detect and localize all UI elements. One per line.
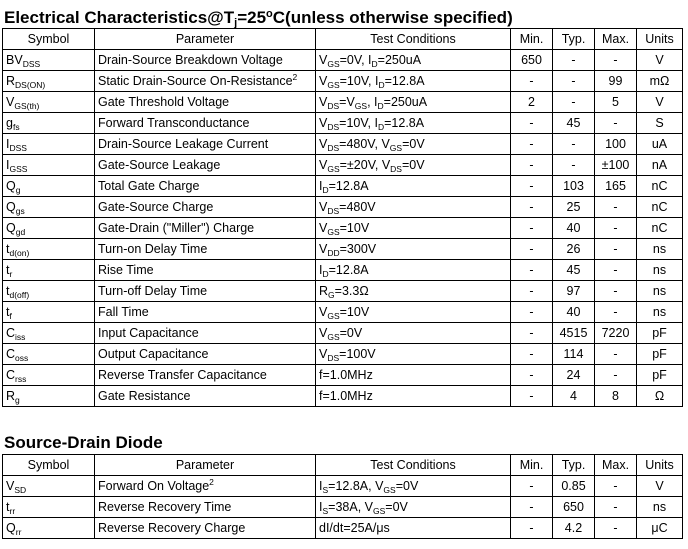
cell-units: μC [637,518,683,539]
cell-test-conditions: $V_{GS}=10V$ [316,218,511,239]
cell-test-conditions: $V_{GS}=10V$ [316,302,511,323]
cell-max: - [595,344,637,365]
cell-units: V [637,476,683,497]
cell-units: nC [637,197,683,218]
cell-min: 650 [511,50,553,71]
cell-units: nC [637,218,683,239]
cell-parameter: Input Capacitance [95,323,316,344]
electrical-table-body [3,50,683,407]
cell-min: - [511,113,553,134]
cell-typ: 97 [553,281,595,302]
cell-min: - [511,218,553,239]
cell-units: S [637,113,683,134]
cell-max: 165 [595,176,637,197]
cell-parameter: Gate Threshold Voltage [95,92,316,113]
cell-min: - [511,302,553,323]
diode-table-body [3,476,683,539]
cell-typ: 25 [553,197,595,218]
header-typ: Typ. [553,455,595,476]
header-units: Units [637,29,683,50]
cell-test-conditions: $I_S=38A$, $V_{GS}=0V$ [316,497,511,518]
cell-units: pF [637,344,683,365]
cell-min: - [511,476,553,497]
cell-parameter: Gate-Source Charge [95,197,316,218]
cell-min: - [511,71,553,92]
header-units: Units [637,455,683,476]
table-row [3,302,683,323]
cell-units: pF [637,323,683,344]
cell-units: ns [637,260,683,281]
table-row [3,386,683,407]
cell-max: 99 [595,71,637,92]
cell-symbol: $R_{DS(ON)}$ [3,71,95,92]
section-title-source-drain-diode: Source-Drain Diode [4,433,163,452]
table-row [3,113,683,134]
cell-typ: - [553,134,595,155]
section-title-electrical: Electrical $Characteristics@T_j=25^oC(unless$ otherwise specified) [4,8,513,29]
cell-units: mΩ [637,71,683,92]
cell-min: - [511,497,553,518]
cell-units: V [637,92,683,113]
cell-min: - [511,365,553,386]
cell-parameter: Total Gate Charge [95,176,316,197]
header-test-conditions: Test Conditions [316,29,511,50]
cell-symbol: $Q_{gs}$ [3,197,95,218]
cell-max: 5 [595,92,637,113]
cell-typ: 40 [553,302,595,323]
cell-test-conditions: $I_S=12.8A$, $V_{GS}=0V$ [316,476,511,497]
cell-parameter: Output Capacitance [95,344,316,365]
cell-min: - [511,197,553,218]
cell-typ: - [553,155,595,176]
cell-typ: 45 [553,113,595,134]
cell-symbol: $Q_{rr}$ [3,518,95,539]
cell-test-conditions: $V_{GS}=0V$ [316,323,511,344]
cell-symbol: $g_{fs}$ [3,113,95,134]
cell-max: - [595,497,637,518]
cell-typ: - [553,92,595,113]
cell-symbol: $R_g$ [3,386,95,407]
cell-symbol: $C_{iss}$ [3,323,95,344]
cell-typ: 4 [553,386,595,407]
header-parameter: Parameter [95,455,316,476]
cell-test-conditions: $V_{DS}=480V$ [316,197,511,218]
table-row [3,155,683,176]
cell-symbol: $BV_{DSS}$ [3,50,95,71]
header-parameter: Parameter [95,29,316,50]
cell-parameter: Reverse Recovery Time [95,497,316,518]
cell-max: - [595,281,637,302]
cell-symbol: $t_{d(off)}$ [3,281,95,302]
cell-max: - [595,50,637,71]
cell-max: 8 [595,386,637,407]
table-row [3,239,683,260]
source-drain-diode-table [2,454,683,539]
table-row [3,134,683,155]
cell-max: - [595,302,637,323]
cell-parameter: Rise Time [95,260,316,281]
table-row [3,365,683,386]
cell-typ: 0.85 [553,476,595,497]
cell-units: ns [637,497,683,518]
cell-test-conditions: $V_{DS}=100V$ [316,344,511,365]
cell-max: - [595,113,637,134]
cell-units: ns [637,239,683,260]
cell-symbol: $V_{SD}$ [3,476,95,497]
cell-units: ns [637,302,683,323]
cell-parameter: Turn-off Delay Time [95,281,316,302]
cell-symbol: $Q_g$ [3,176,95,197]
cell-test-conditions: $V_{DD}=300V$ [316,239,511,260]
cell-symbol: $C_{oss}$ [3,344,95,365]
cell-parameter: Gate-Drain ("Miller") Charge [95,218,316,239]
cell-typ: 114 [553,344,595,365]
cell-test-conditions: $V_{GS}=0V$, $I_D=250uA$ [316,50,511,71]
cell-test-conditions: $I_D=12.8A$ [316,176,511,197]
table-row [3,50,683,71]
cell-test-conditions: $V_{DS}=10V$, $I_D=12.8A$ [316,113,511,134]
cell-test-conditions: $R_G=3.3\Omega$ [316,281,511,302]
cell-units: nC [637,176,683,197]
cell-typ: 26 [553,239,595,260]
header-max: Max. [595,29,637,50]
cell-typ: 45 [553,260,595,281]
cell-parameter: Drain-Source Leakage Current [95,134,316,155]
cell-test-conditions: $V_{DS}=480V$, $V_{GS}=0V$ [316,134,511,155]
header-min: Min. [511,29,553,50]
cell-max: - [595,518,637,539]
table-row [3,281,683,302]
header-symbol: Symbol [3,29,95,50]
cell-symbol: $t_{d(on)}$ [3,239,95,260]
cell-min: - [511,134,553,155]
header-test-conditions: Test Conditions [316,455,511,476]
cell-typ: 4515 [553,323,595,344]
cell-min: - [511,281,553,302]
cell-min: - [511,239,553,260]
cell-parameter: Reverse Transfer Capacitance [95,365,316,386]
cell-max: - [595,476,637,497]
cell-max: - [595,218,637,239]
cell-test-conditions: $V_{GS}=10V$, $I_D=12.8A$ [316,71,511,92]
table-row [3,92,683,113]
table-header-row [3,455,683,476]
cell-max: - [595,197,637,218]
cell-parameter: Forward Transconductance [95,113,316,134]
cell-units: uA [637,134,683,155]
table-row [3,260,683,281]
cell-test-conditions: f=1.0MHz [316,365,511,386]
table-header-row [3,29,683,50]
cell-test-conditions: $V_{GS}=\pm 20V$, $V_{DS}=0V$ [316,155,511,176]
cell-max: - [595,365,637,386]
cell-parameter: Drain-Source Breakdown Voltage [95,50,316,71]
cell-parameter: Gate Resistance [95,386,316,407]
cell-symbol: $t_{rr}$ [3,497,95,518]
cell-min: - [511,260,553,281]
cell-typ: 40 [553,218,595,239]
cell-units: Ω [637,386,683,407]
cell-typ: 103 [553,176,595,197]
cell-units: ns [637,281,683,302]
cell-min: - [511,155,553,176]
cell-test-conditions: $V_{DS}=V_{GS}$, $I_D=250uA$ [316,92,511,113]
cell-parameter: Turn-on Delay Time [95,239,316,260]
cell-max: - [595,260,637,281]
header-symbol: Symbol [3,455,95,476]
cell-min: - [511,323,553,344]
cell-symbol: $V_{GS(th)}$ [3,92,95,113]
cell-symbol: $C_{rss}$ [3,365,95,386]
table-row [3,218,683,239]
cell-symbol: $I_{GSS}$ [3,155,95,176]
table-row [3,323,683,344]
cell-max: ±100 [595,155,637,176]
cell-typ: 4.2 [553,518,595,539]
cell-test-conditions: dI/dt=25A/μs [316,518,511,539]
table-row [3,497,683,518]
cell-symbol: $I_{DSS}$ [3,134,95,155]
cell-symbol: $Q_{gd}$ [3,218,95,239]
cell-max: 7220 [595,323,637,344]
cell-symbol: $t_r$ [3,260,95,281]
cell-units: pF [637,365,683,386]
cell-min: - [511,518,553,539]
cell-min: 2 [511,92,553,113]
cell-typ: 24 [553,365,595,386]
cell-parameter: Reverse Recovery Charge [95,518,316,539]
table-row [3,344,683,365]
table-row [3,518,683,539]
table-row [3,197,683,218]
cell-test-conditions: $I_D=12.8A$ [316,260,511,281]
cell-units: nA [637,155,683,176]
table-row [3,476,683,497]
header-min: Min. [511,455,553,476]
cell-max: - [595,239,637,260]
table-row [3,176,683,197]
cell-max: 100 [595,134,637,155]
cell-units: V [637,50,683,71]
cell-typ: - [553,50,595,71]
header-max: Max. [595,455,637,476]
cell-parameter: Static Drain-Source On-Resistance$^2$ [95,71,316,92]
cell-parameter: Gate-Source Leakage [95,155,316,176]
cell-symbol: $t_f$ [3,302,95,323]
table-row [3,71,683,92]
cell-min: - [511,344,553,365]
cell-min: - [511,386,553,407]
cell-typ: - [553,71,595,92]
cell-parameter: Fall Time [95,302,316,323]
electrical-characteristics-table [2,28,683,407]
cell-parameter: Forward On Voltage$^2$ [95,476,316,497]
cell-typ: 650 [553,497,595,518]
header-typ: Typ. [553,29,595,50]
cell-test-conditions: f=1.0MHz [316,386,511,407]
cell-min: - [511,176,553,197]
